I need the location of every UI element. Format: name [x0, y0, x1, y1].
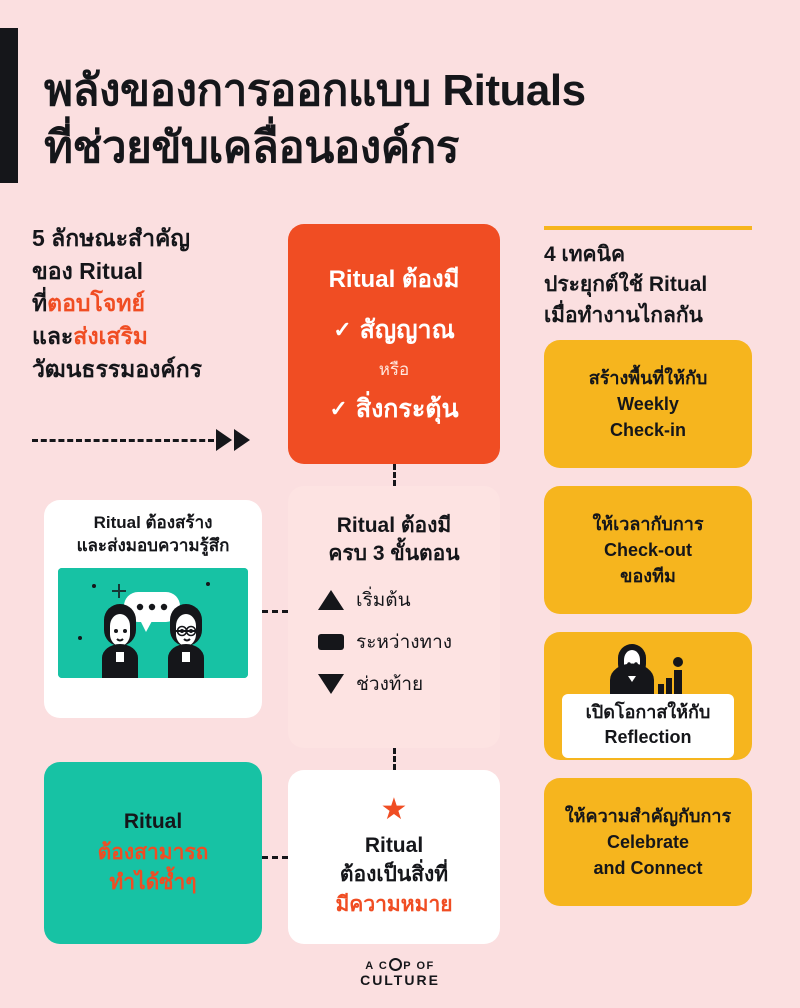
- card-repeatable: [44, 762, 262, 944]
- right-title-line2: ประยุกต์ใช้ Ritual: [544, 273, 708, 297]
- intro-line-5: วัฒนธรรมองค์กร: [32, 355, 203, 382]
- triangle-down-icon: [318, 674, 344, 694]
- card-three-steps-list: [300, 585, 488, 711]
- card-three-steps-title-line2: ครบ 3 ขั้นตอน: [328, 542, 460, 566]
- intro-line-3-prefix: ที่: [32, 290, 48, 317]
- card-three-steps: [288, 486, 500, 748]
- connector-repeat-to-meaning: [262, 856, 288, 859]
- step-label: ช่วงท้าย: [356, 673, 424, 695]
- step-item: [318, 627, 488, 657]
- page-title: [44, 62, 784, 176]
- triangle-up-icon: [318, 590, 344, 610]
- card-repeatable-line3: ทำได้ซ้ำๆ: [109, 871, 197, 895]
- check-icon: ✓: [333, 317, 352, 342]
- intro-line-4-prefix: และ: [32, 322, 74, 349]
- card-ritual-signal-or: หรือ: [378, 360, 410, 379]
- coffee-cup-icon: [389, 958, 402, 971]
- card-ritual-signal-item-1: [333, 310, 455, 350]
- technique-4-line3: and Connect: [593, 858, 703, 879]
- technique-3-line2: Reflection: [604, 727, 692, 748]
- card-ritual-signal-item-2-label: สิ่งกระตุ้น: [355, 395, 459, 423]
- intro-line-3-accent: ตอบโจทย์: [47, 290, 145, 317]
- card-meaningful-title: [335, 831, 452, 919]
- technique-3-line1: เปิดโอกาสให้กับ: [585, 702, 711, 722]
- card-deliver-feeling-title: [77, 512, 230, 558]
- step-label: ระหว่างทาง: [356, 631, 453, 653]
- card-repeatable-line1: Ritual: [123, 810, 183, 834]
- intro-line-4: [32, 320, 282, 353]
- intro-line-1: 5 ลักษณะสำคัญ: [32, 225, 190, 251]
- check-icon-2: ✓: [329, 396, 348, 421]
- person-with-chart-icon: [588, 640, 708, 696]
- intro-arrow: [32, 428, 282, 452]
- card-ritual-signal-item-1-label: สัญญาณ: [359, 316, 455, 344]
- right-column-rule: [544, 226, 752, 230]
- brand-logo-line2: CULTURE: [360, 972, 440, 988]
- card-repeatable-line2: ต้องสามารถ: [97, 840, 209, 864]
- card-three-steps-title: [328, 512, 459, 569]
- brand-logo: [0, 958, 800, 988]
- technique-card-weekly-checkin: [544, 340, 752, 468]
- header-accent-bar: [0, 28, 18, 183]
- card-deliver-feeling: [44, 500, 262, 718]
- technique-2-line1: ให้เวลากับการ: [592, 513, 704, 534]
- card-deliver-feeling-line1: Ritual ต้องสร้าง: [93, 513, 213, 532]
- brand-logo-line1: A C P OF: [365, 960, 435, 972]
- technique-3-label: [562, 694, 734, 758]
- intro-line-2: ของ Ritual: [32, 257, 144, 284]
- connector-orange-to-steps: [393, 464, 396, 486]
- intro-line-4-accent: ส่งเสริม: [73, 322, 148, 349]
- card-meaningful: [288, 770, 500, 944]
- technique-1-line2: Weekly: [617, 393, 679, 414]
- connector-steps-to-meaning: [393, 748, 396, 770]
- star-icon: ★: [380, 792, 408, 826]
- step-label: เริ่มต้น: [356, 589, 411, 611]
- card-ritual-signal: [288, 224, 500, 464]
- card-repeatable-title: [98, 807, 209, 898]
- connector-feeling-to-steps: [262, 610, 288, 613]
- page-title-line1: พลังของการออกแบบ Rituals: [44, 66, 586, 115]
- technique-2-line2: Check-out: [603, 539, 692, 560]
- page-title-line2: ที่ช่วยขับเคลื่อนองค์กร: [44, 123, 459, 173]
- intro-text: [32, 222, 282, 385]
- card-deliver-feeling-line2: และส่งมอบความรู้สึก: [76, 535, 230, 555]
- intro-line-3: [32, 287, 282, 320]
- card-meaningful-line2: ต้องเป็นสิ่งที่: [339, 863, 449, 887]
- card-ritual-signal-title: Ritual ต้องมี: [328, 266, 460, 293]
- step-item: [318, 585, 488, 615]
- two-people-talking-icon: [58, 568, 248, 678]
- step-item: [318, 669, 488, 699]
- card-meaningful-line1: Ritual: [364, 833, 424, 857]
- technique-1-line3: Check-in: [609, 420, 687, 441]
- technique-card-celebrate: [544, 778, 752, 906]
- technique-card-reflection: [544, 632, 752, 760]
- technique-card-checkout: [544, 486, 752, 614]
- rectangle-icon: [318, 634, 344, 650]
- header: [0, 28, 800, 183]
- dashed-line: [32, 439, 214, 442]
- technique-2-line3: ของทีม: [620, 566, 676, 587]
- right-title-line1: 4 เทคนิค: [544, 243, 625, 266]
- right-title-line3: เมื่อทำงานไกลกัน: [544, 303, 703, 327]
- right-column-title: [544, 240, 774, 331]
- technique-4-line2: Celebrate: [606, 831, 690, 852]
- technique-1-line1: สร้างพื้นที่ให้กับ: [588, 367, 708, 388]
- card-three-steps-title-line1: Ritual ต้องมี: [336, 514, 452, 537]
- card-ritual-signal-item-2: [329, 389, 458, 429]
- card-meaningful-line3: มีความหมาย: [335, 892, 453, 916]
- arrow-triangle-icon-2: [234, 429, 250, 451]
- arrow-triangle-icon: [216, 429, 232, 451]
- technique-4-line1: ให้ความสำคัญกับการ: [564, 805, 732, 826]
